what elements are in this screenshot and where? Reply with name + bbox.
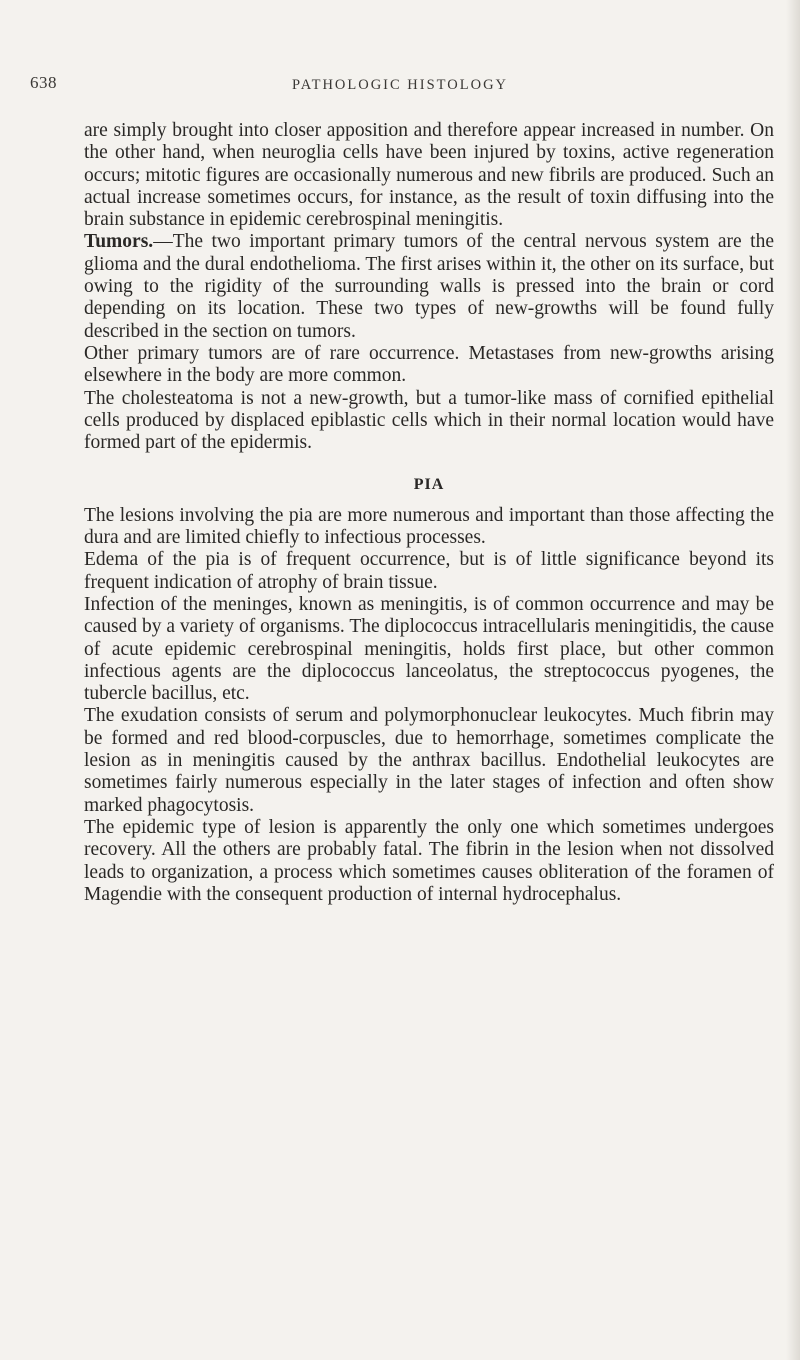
paragraph: The cholesteatoma is not a new-growth, but a tumor-like mass of cornified epithelial cells produced by displaced epiblastic cells which in their normal location would have formed part of the epidermis. [84, 387, 774, 454]
running-head: PATHOLOGIC HISTOLOGY [291, 77, 509, 93]
page-edge-shadow [786, 0, 800, 1360]
paragraph: Edema of the pia is of frequent occurrence, but is of little significance beyond its frequent indication of atrophy of brain tissue. [84, 549, 774, 593]
paragraph-text: —The two important primary tumors of the central nervous system are the glioma and the dural endothelioma. The first arises within it, the other on its surface, but owing to the rigidity of the surrounding walls is pressed into the brain or cord depending on its location. These two types of new-growths will be found fully described in the section on tumors. [84, 231, 774, 342]
paragraph: Other primary tumors are of rare occurrence. Metastases from new-growths arising elsewhere in the body are more common. [84, 342, 774, 387]
paragraph: The epidemic type of lesion is apparently the only one which sometimes undergoes recovery. All the others are probably fatal. The fibrin in the lesion when not dissolved leads to organization, a process which sometimes causes obliteration of the foramen of Magendie with the consequent production of internal hydrocephalus. [84, 816, 774, 905]
paragraph: The lesions involving the pia are more numerous and important than those affecting the dura and are limited chiefly to infectious processes. [84, 504, 774, 549]
page-number: 638 [30, 73, 57, 92]
body-text [84, 120, 774, 906]
section-heading-pia: PIA [413, 476, 445, 494]
paragraph: Infection of the meninges, known as meningitis, is of common occurrence and may be caused by a variety of organisms. The diplococcus intracellularis meningitidis, the cause of acute epidemic cerebrospinal meningitis, holds first place, but other common infectious agents are the diplococcus lanceolatus, the streptococcus pyogenes, the tubercle bacillus, etc. [84, 593, 774, 705]
paragraph: The exudation consists of serum and polymorphonuclear leukocytes. Much fibrin may be formed and red blood-corpuscles, due to hemorrhage, sometimes complicate the lesion as in meningitis caused by the anthrax bacillus. Endothelial leukocytes are sometimes fairly numerous especially in the later stages of infection and often show marked phagocytosis. [84, 705, 774, 816]
paragraph: are simply brought into closer apposition and therefore appear increased in number. On the other hand, when neuroglia cells have been injured by toxins, active regeneration occurs; mitotic figures are occasionally numerous and new fibrils are produced. Such an actual increase sometimes occurs, for instance, as the result of toxin diffusing into the brain substance in epidemic cerebrospinal meningitis. [84, 120, 774, 231]
run-in-heading-tumors: Tumors. [84, 231, 154, 253]
paragraph-tumors [84, 231, 774, 342]
